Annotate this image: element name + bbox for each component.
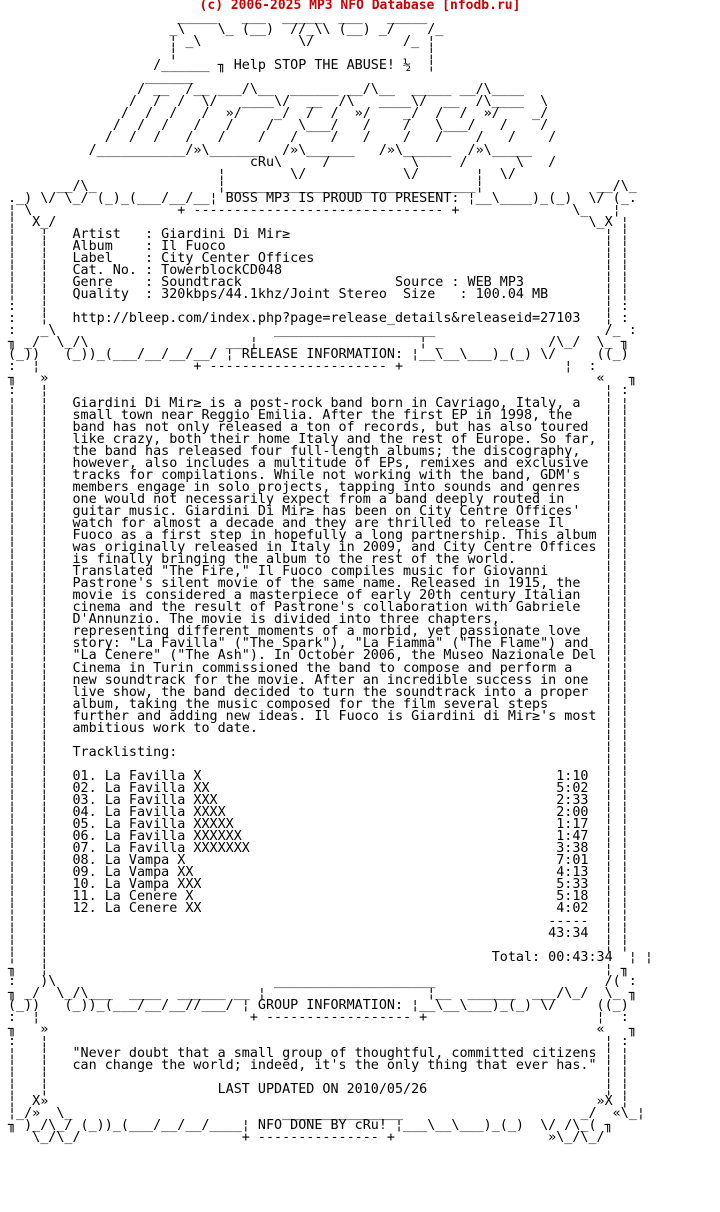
- nfo-line: ¦ X» »X ¦: [8, 1094, 629, 1110]
- nfo-line: ¦ ¦ "La Cenere" ("The Ash"). In October 2006, the Museo Nazionale Del ¦ ¦: [8, 648, 629, 664]
- nfo-line: ¦ ¦ Label : City Center Offices ¦ ¦: [8, 250, 629, 266]
- nfo-line: ¦_/» \_ _______________ _/ «\_¦: [8, 1106, 645, 1122]
- nfo-line: /___________/»\______ /»\______ /»\______ /»\_____: [8, 142, 533, 158]
- nfo-line: _\ \_ (__) //_\\ (__) _/ /_: [8, 22, 444, 38]
- nfo-line: cRu\ / \ / \ /: [8, 154, 557, 170]
- nfo-line: ¦ _\ \/ /_ ¦: [8, 34, 436, 50]
- nfo-line: ╖ » « ╖: [8, 371, 637, 387]
- nfo-line: ¦ ¦ the band has released four full-length albums; the discography, ¦ ¦: [8, 443, 629, 459]
- nfo-line: ¦ ¦ 03. La Favilla XXX 2:33 ¦ ¦: [8, 793, 629, 809]
- nfo-line: ¦ ¦ Cinema in Turin commissioned the band to compose and perform a ¦ ¦: [8, 660, 629, 676]
- nfo-text: [8, 12, 653, 1144]
- nfo-line: ¦ ¦ tracks for compilations. While not working with the band, GDM's ¦ ¦: [8, 467, 629, 483]
- nfo-line: ¦ ¦ cinema and the result of Pastrone's collaboration with Gabriele ¦ ¦: [8, 600, 629, 616]
- nfo-line: : )\ ____________________ /( :: [8, 973, 637, 989]
- nfo-line: ¦ ¦ 43:34 ¦ ¦: [8, 925, 629, 941]
- nfo-line: ¦ ¦ new soundtrack for the movie. After an incredible success in one ¦ ¦: [8, 672, 629, 688]
- nfo-line: ¦ ¦ one would not necessarily expect from a band deeply routed in ¦ ¦: [8, 491, 629, 507]
- nfo-line: : ¦ http://bleep.com/index.php?page=release_details&releaseid=27103 ¦ :: [8, 311, 629, 327]
- nfo-line: / / / \/ ____\/ __ /\ ____\/ __ /\____ \: [8, 94, 549, 110]
- nfo-line: ¦ ¦ ¦ ¦: [8, 937, 629, 953]
- nfo-line: ¦ ¦ 05. La Favilla XXXXX 1:17 ¦ ¦: [8, 817, 629, 833]
- nfo-line: ╖ _/ \_/\ __ ¦ ¦ _ /\_/ \_ ╖: [8, 335, 629, 351]
- nfo-line: ¦ ¦ was originally released in Italy in 2009, and City Centre Offices ¦ ¦: [8, 540, 629, 556]
- nfo-line: ¦ ¦ Tracklisting: ¦ ¦: [8, 744, 629, 760]
- nfo-line: : ¦ ¦ :: [8, 383, 629, 399]
- nfo-line: _____ ___ _____ ___ _____: [8, 10, 428, 25]
- nfo-line: ¦ ¦ 12. La Cenere XX 4:02 ¦ ¦: [8, 901, 629, 917]
- nfo-line: ╖ _/ \_/\___ ____ ______ __ ¦ ¦__ ______ ___/\_/ \_ ╖: [8, 985, 637, 1001]
- nfo-line: ╖ ¦ ¦ ╖: [8, 961, 629, 977]
- nfo-line: ¦ ¦ guitar music. Giardini Di Mir≥ has been on City Centre Offices' ¦ ¦: [8, 503, 629, 519]
- nfo-line: ______: [8, 70, 194, 86]
- nfo-line: ╖ )_/\_/ (_))_(___/__/__/____¦ NFO DONE BY cRu! ¦___\__\___)_(_) \/ /\_( ╖: [8, 1118, 613, 1134]
- nfo-line: : ¦ ¦ :: [8, 1033, 629, 1049]
- nfo-line: ¦ ¦ "Never doubt that a small group of thoughtful, committed citizens ¦ ¦: [8, 1046, 629, 1062]
- nfo-line: ¦ ¦ Translated "The Fire," Il Fuoco compiles music for Giovanni ¦ ¦: [8, 564, 629, 580]
- nfo-line: ¦ ¦ Artist : Giardini Di Mir≥ ¦ ¦: [8, 226, 629, 242]
- nfo-line: ¦ ¦ ¦ ¦: [8, 732, 629, 748]
- nfo-line: ¦ ¦ small town near Reggio Emilia. After the first EP in 1998, the ¦ ¦: [8, 407, 629, 423]
- nfo-line: ¦ ¦ band has not only released a ton of records, but has also toured ¦ ¦: [8, 419, 629, 435]
- nfo-line: ¦ ¦ however, also includes a multitude of EPs, remixes and exclusive ¦ ¦: [8, 455, 629, 471]
- nfo-line: ¦ ¦ 01. La Favilla X 1:10 ¦ ¦: [8, 768, 629, 784]
- nfo-line: / / / / »/ _/ / / »/ _/ / / »/ _/: [8, 106, 549, 122]
- nfo-line: ¦ ¦ 06. La Favilla XXXXXX 1:47 ¦ ¦: [8, 829, 629, 845]
- nfo-line: ¦ ¦ 08. La Vampa X 7:01 ¦ ¦: [8, 853, 629, 869]
- nfo-line: ¦ \ + ------------------------------- + \_ ¦: [8, 202, 621, 218]
- nfo-line: ¦ ¦ like crazy, both their home Italy and the rest of Europe. So far, ¦ ¦: [8, 431, 629, 447]
- nfo-line: ¦ ¦ album, taking the music composed for the film several steps ¦ ¦: [8, 696, 629, 712]
- nfo-line: ¦ ¦ D'Annunzio. The movie is divided into three chapters, ¦ ¦: [8, 612, 629, 628]
- nfo-line: ¦ ¦ 04. La Favilla XXXX 2:00 ¦ ¦: [8, 805, 629, 821]
- nfo-line: ¦ ¦ Total: 00:43:34 ¦ ¦: [8, 949, 653, 965]
- nfo-line: / __ /__ ___/\__ ______ __/\__ _____ __/\____: [8, 82, 524, 98]
- nfo-line: /______ ╖ Help STOP THE ABUSE! ½ ¦: [8, 58, 436, 74]
- nfo-line: (_)) (_))_(___/__/__//___/ ¦ GROUP INFORMATION: ¦__\__\___)_(_) \/ ((_): [8, 997, 629, 1013]
- nfo-line: ¦ ¦ ambitious work to date. ¦ ¦: [8, 720, 629, 736]
- nfo-line: ¦ X_/ \_X ¦: [8, 214, 629, 230]
- nfo-line: / / / / / / / / / / / / / /: [8, 130, 557, 146]
- nfo-line: ¦ ¦ Pastrone's silent movie of the same name. Released in 1915, the ¦ ¦: [8, 576, 629, 592]
- nfo-line: ¦ \/ \/ ¦ \/: [8, 166, 516, 182]
- nfo-line: ¦ ¦ watch for almost a decade and they are thrilled to release Il ¦ ¦: [8, 515, 629, 531]
- nfo-line: : _\ ____________________ /_ :: [8, 323, 637, 339]
- nfo-line: ¦ ¦ ¦ ¦: [8, 756, 629, 772]
- nfo-line: ¦ ¦ is finally bringing the album to the rest of the world. ¦ ¦: [8, 552, 629, 568]
- nfo-line: ¦ ¦ can change the world; indeed, it's the only thing that ever has." ¦ ¦: [8, 1058, 629, 1074]
- nfo-line: \_/\_/ + --------------- + »\_/\_/: [8, 1130, 605, 1146]
- nfo-line: : ¦ + ------------------ + ¦ :: [8, 1009, 629, 1025]
- nfo-line: ¦ ¦ LAST UPDATED ON 2010/05/26 ¦ ¦: [8, 1082, 629, 1098]
- site-header-title: (c) 2006-2025 MP3 NFO Database [nfodb.ru]: [199, 0, 521, 13]
- nfo-line: ¦ ¦ 07. La Favilla XXXXXXX 3:38 ¦ ¦: [8, 841, 629, 857]
- nfo-line: ._) \/ \_/ (_)_(___/__/__¦ BOSS MP3 IS PROUD TO PRESENT: ¦__\____)_(_) \/ (_.: [8, 190, 637, 206]
- nfo-line: / / / / / / \___/ / / \___/ / /: [8, 118, 549, 134]
- nfo-line: ¦ ¦ Cat. No. : TowerblockCD048 ¦ ¦: [8, 262, 629, 278]
- nfo-line: ¦ ¦ Album : Il Fuoco ¦ ¦: [8, 238, 629, 254]
- nfo-line: ¦ ¦ Quality : 320kbps/44.1khz/Joint Stereo Size : 100.04 MB ¦ ¦: [8, 287, 629, 303]
- nfo-line: ¦ ¦ live show, the band decided to turn the soundtrack into a proper ¦ ¦: [8, 684, 629, 700]
- nfo-line: ¦ ¦ Fuoco as a first step in hopefully a long partnership. This album ¦ ¦: [8, 528, 629, 544]
- nfo-line: ¦ ¦ ¦ ¦: [8, 1070, 629, 1086]
- nfo-line: : ¦ ¦ :: [8, 299, 629, 315]
- nfo-line: ¦ ¦ 02. La Favilla XX 5:02 ¦ ¦: [8, 781, 629, 796]
- nfo-line: ¦ ¦ Genre : Soundtrack Source : WEB MP3 ¦ ¦: [8, 275, 629, 291]
- nfo-line: ¦ ¦ story: "La Favilla" ("The Spark"), "La Fiamma" ("The Flame") and ¦ ¦: [8, 636, 629, 652]
- nfo-line: (_)) (_))_(___/__/__/__/ ¦ RELEASE INFORMATION: ¦__\__\___)_(_) \/ ((_): [8, 347, 629, 363]
- nfo-line: ¦ ¦ 09. La Vampa XX 4:13 ¦ ¦: [8, 865, 629, 881]
- nfo-line: ¦ ¦ movie is considered a masterpiece of early 20th century Italian ¦ ¦: [8, 588, 629, 604]
- nfo-line: ¦ ¦ Giardini Di Mir≥ is a post-rock band born in Cavriago, Italy, a ¦ ¦: [8, 395, 629, 411]
- nfo-line: ¦ ¦ 11. La Cenere X 5:18 ¦ ¦: [8, 889, 629, 905]
- nfo-line: ¦ ¦ ----- ¦ ¦: [8, 913, 629, 929]
- nfo-line: ¦ ¦ further and adding new ideas. Il Fuoco is Giardini di Mir≥'s most ¦ ¦: [8, 708, 629, 724]
- nfo-line: ╖ » « ╖: [8, 1021, 637, 1037]
- nfo-line: : ¦ + ---------------------- + ¦ :: [8, 359, 597, 375]
- nfo-line: ¦ ¦ members engage in solo projects, tapping into sounds and genres ¦ ¦: [8, 479, 629, 495]
- nfo-line: ¦ ¦ representing different moments of a morbid, yet passionate love ¦ ¦: [8, 624, 629, 640]
- nfo-line: __/\_ ¦_______________________________¦ __/\_: [8, 178, 637, 194]
- nfo-line: ¦ ¦: [8, 46, 436, 62]
- nfo-line: ¦ ¦ 10. La Vampa XXX 5:33 ¦ ¦: [8, 877, 629, 893]
